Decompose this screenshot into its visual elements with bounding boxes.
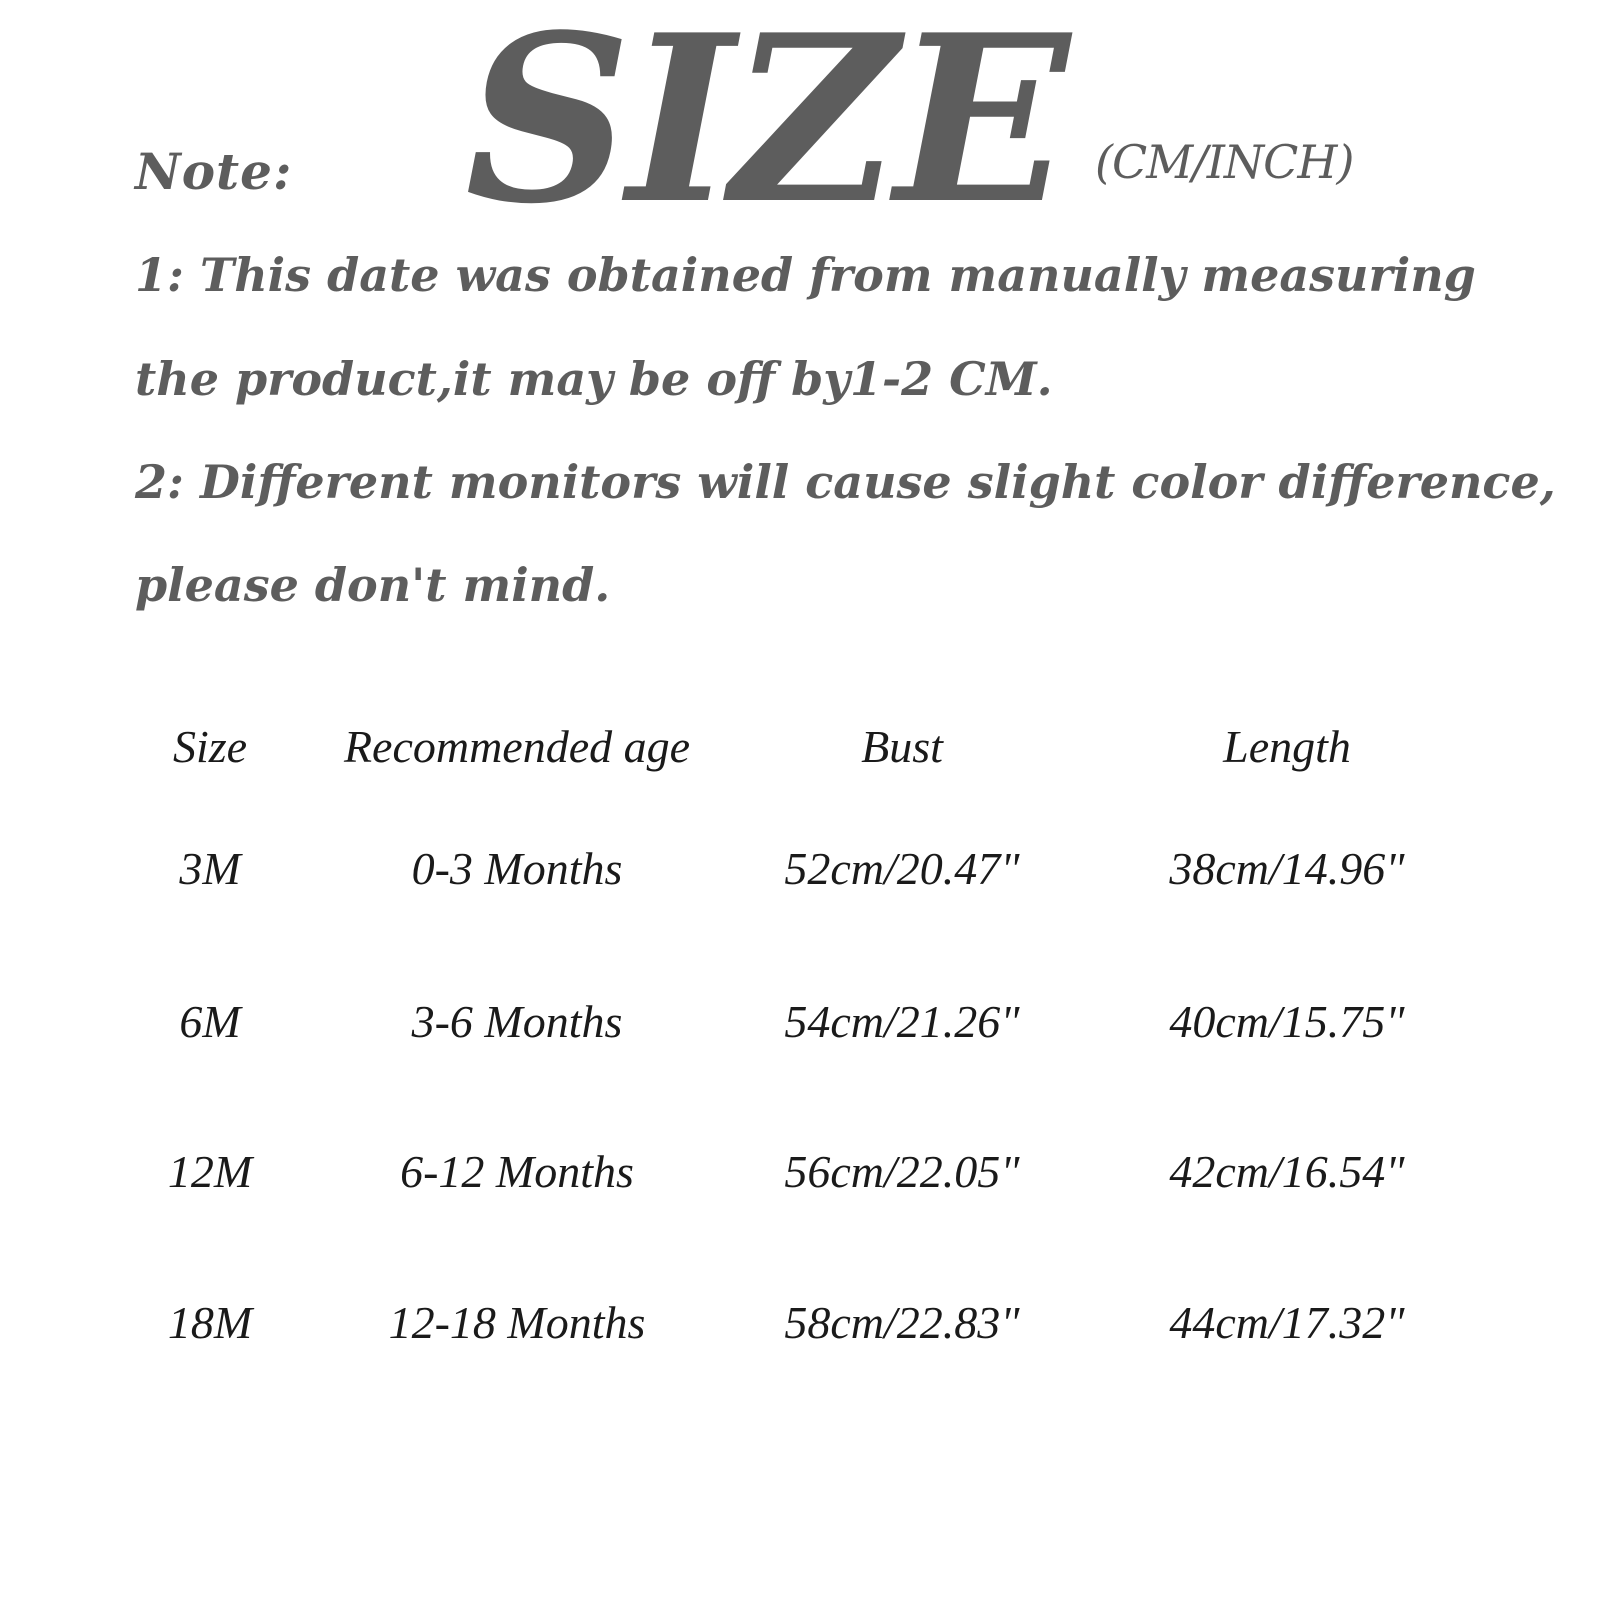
table-cell-size: 3M: [179, 843, 241, 894]
table-cell-length: 44cm/17.32": [1169, 1297, 1405, 1348]
table-cell-length: 40cm/15.75": [1169, 996, 1405, 1047]
table-cell-bust: 56cm/22.05": [784, 1146, 1020, 1197]
table-cell-length: 42cm/16.54": [1169, 1146, 1405, 1197]
table-cell-length: 38cm/14.96": [1169, 843, 1405, 894]
header-bust: Bust: [861, 721, 943, 772]
table-cell-size: 18M: [167, 1297, 253, 1348]
note-line-4: please don't mind.: [135, 558, 611, 612]
table-cell-age: 0-3 Months: [411, 843, 623, 894]
note-label: Note:: [135, 142, 293, 201]
note-line-1: 1: This date was obtained from manually measuring: [135, 248, 1476, 302]
table-cell-age: 6-12 Months: [400, 1146, 634, 1197]
size-title: SIZE: [465, 0, 1066, 255]
note-line-3: 2: Different monitors will cause slight color difference,: [135, 455, 1556, 509]
table-cell-bust: 54cm/21.26": [784, 996, 1020, 1047]
table-cell-age: 3-6 Months: [411, 996, 623, 1047]
table-cell-age: 12-18 Months: [388, 1297, 646, 1348]
header-size: Size: [172, 721, 248, 772]
unit-label: (CM/INCH): [1095, 135, 1354, 189]
header-recommended-age: Recommended age: [343, 721, 691, 772]
note-line-2: the product,it may be off by1-2 CM.: [135, 352, 1053, 406]
header-length: Length: [1223, 721, 1351, 772]
table-cell-size: 6M: [179, 996, 241, 1047]
table-cell-bust: 52cm/20.47": [784, 843, 1020, 894]
table-cell-bust: 58cm/22.83": [784, 1297, 1020, 1348]
table-cell-size: 12M: [167, 1146, 253, 1197]
